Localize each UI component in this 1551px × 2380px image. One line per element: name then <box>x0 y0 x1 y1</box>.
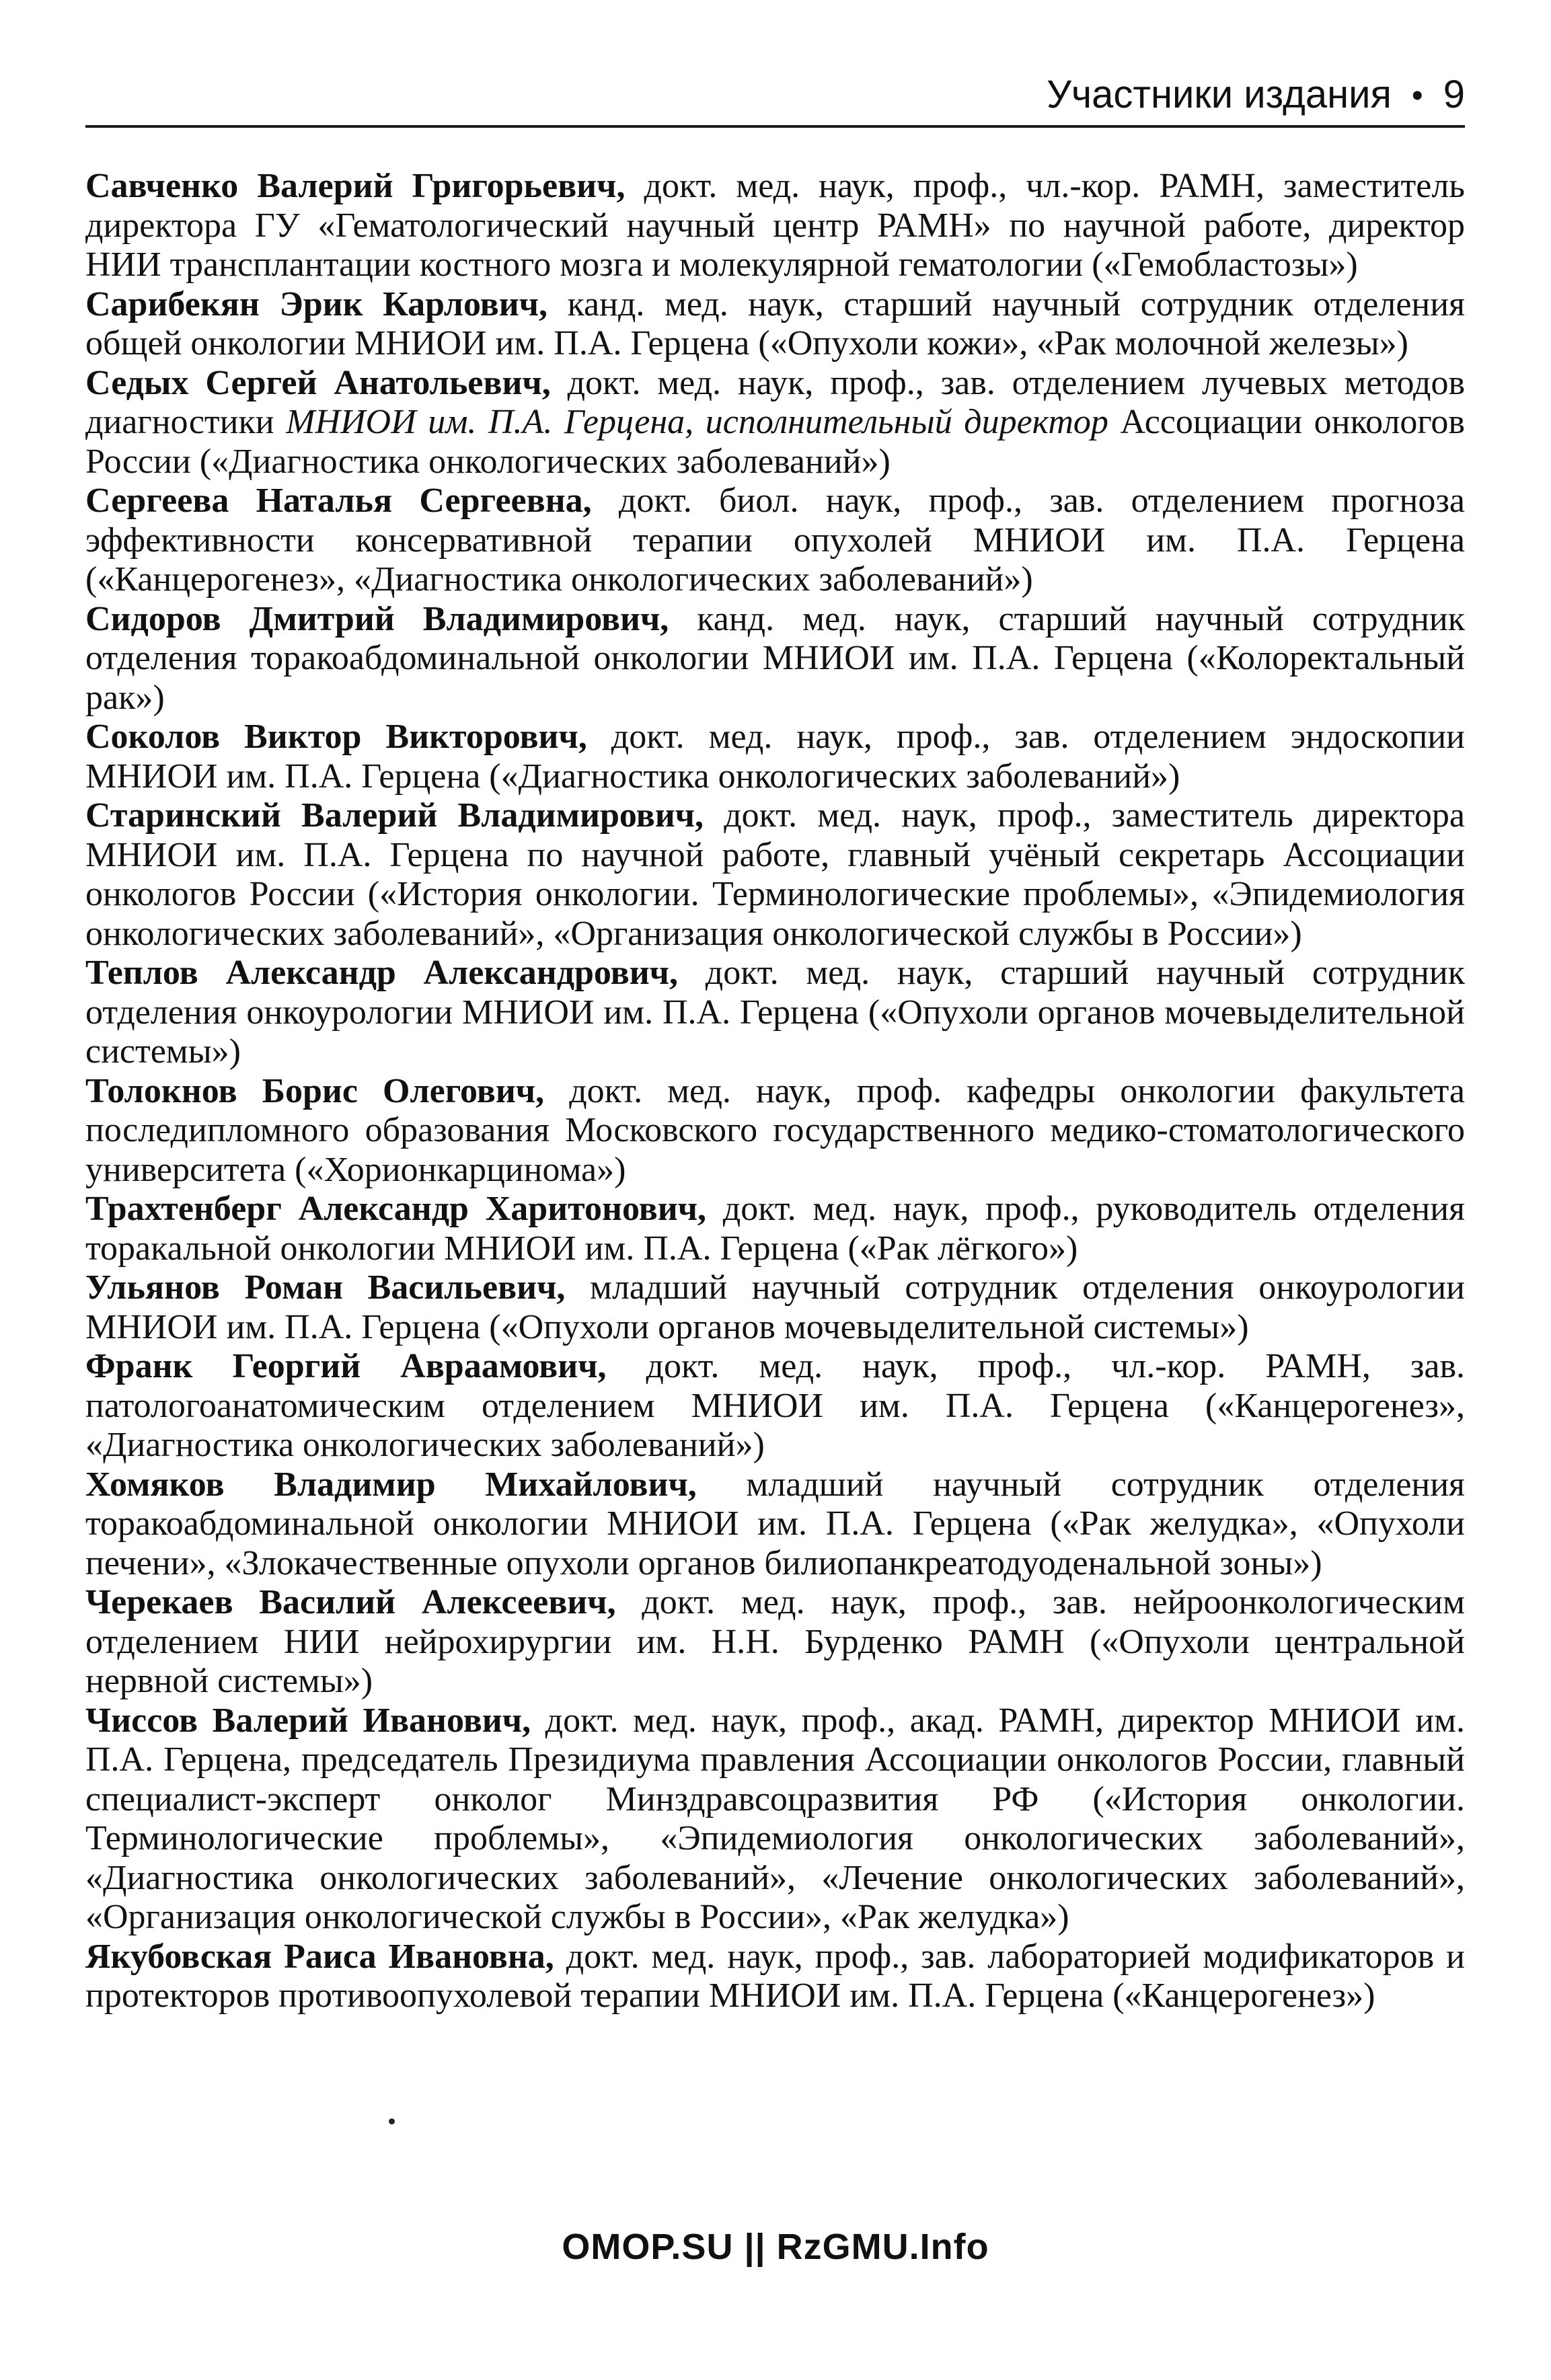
contributor-entry <box>85 796 1465 954</box>
contributor-details-italic: МНИОИ им. П.А. Герцена, исполнительный директор <box>286 403 1108 441</box>
contributor-entry <box>85 1937 1465 2016</box>
contributor-details: докт. мед. наук, проф., зав. нейроонкологическим отделением НИИ нейрохирургии им. Н.Н. Бурденко РАМН («Опухоли центральной нервной системы») <box>85 1583 1465 1700</box>
contributor-entry <box>85 600 1465 718</box>
contributor-name: Сидоров Дмитрий Владимирович, <box>85 599 669 638</box>
contributor-entry <box>85 1465 1465 1584</box>
contributor-entry <box>85 482 1465 600</box>
contributor-details: докт. мед. наук, проф., чл.-кор. РАМН, зав. патологоанатомическим отделением МНИОИ им. П.А. Герцена («Канцерогенез», «Диагностика онкологических заболеваний») <box>85 1347 1466 1464</box>
contributor-details: младший научный сотрудник отделения онкоурологии МНИОИ им. П.А. Герцена («Опухоли органов мочевыделительной системы») <box>85 1268 1465 1346</box>
page-number: 9 <box>1443 73 1465 116</box>
page-header <box>85 65 1465 128</box>
contributor-name: Сергеева Наталья Сергеевна, <box>85 482 592 520</box>
contributor-details-cont: Ассоциации онкологов России («Диагностика онкологических заболеваний») <box>85 403 1465 481</box>
print-speck <box>389 2118 395 2124</box>
contributor-details: канд. мед. наук, старший научный сотрудник отделения общей онкологии МНИОИ им. П.А. Герцена («Опухоли кожи», «Рак молочной железы») <box>85 284 1465 362</box>
contributor-entry <box>85 1583 1465 1701</box>
contributor-name: Черекаев Василий Алексеевич, <box>85 1583 616 1621</box>
contributor-entry <box>85 364 1465 482</box>
contributor-details: докт. мед. наук, проф., зав. отделением эндоскопии МНИОИ им. П.А. Герцена («Диагностика онкологических заболеваний») <box>85 718 1466 796</box>
contributors-list <box>85 167 1465 2016</box>
contributor-details: докт. мед. наук, проф., руководитель отделения торакальной онкологии МНИОИ им. П.А. Герцена («Рак лёгкого») <box>85 1190 1465 1268</box>
contributor-details: докт. мед. наук, проф., зав. лабораторией модификаторов и протекторов противоопухолевой терапии МНИОИ им. П.А. Герцена («Канцерогенез») <box>85 1937 1465 2015</box>
bullet-separator: • <box>1411 78 1423 114</box>
contributor-name: Соколов Виктор Викторович, <box>85 718 587 756</box>
contributor-details: докт. мед. наук, проф. кафедры онкологии факультета последипломного образования Московского государственного медико-стоматологического университета («Хорионкарцинома») <box>85 1071 1466 1189</box>
contributor-entry <box>85 285 1465 364</box>
contributor-name: Старинский Валерий Владимирович, <box>85 796 704 835</box>
contributor-details: младший научный сотрудник отделения торакоабдоминальной онкологии МНИОИ им. П.А. Герцена («Рак желудка», «Опухоли печени», «Злокачественные опухоли органов билиопанкреатодуоденальной зоны») <box>85 1465 1465 1582</box>
contributor-details: канд. мед. наук, старший научный сотрудник отделения торакоабдоминальной онкологии МНИОИ им. П.А. Герцена («Колоректальный рак») <box>85 599 1465 717</box>
contributor-entry <box>85 718 1465 796</box>
contributor-name: Седых Сергей Анатольевич, <box>85 363 551 402</box>
contributor-name: Трахтенберг Александр Харитонович, <box>85 1190 707 1228</box>
contributor-name: Франк Георгий Авраамович, <box>85 1347 607 1385</box>
contributor-name: Ульянов Роман Васильевич, <box>85 1268 566 1307</box>
contributor-entry <box>85 1347 1465 1465</box>
contributor-name: Савченко Валерий Григорьевич, <box>85 167 626 205</box>
contributor-entry <box>85 1701 1465 1937</box>
contributor-name: Сарибекян Эрик Карлович, <box>85 284 548 323</box>
footer-watermark: OMOP.SU || RzGMU.Info <box>562 2227 989 2267</box>
contributor-entry <box>85 1072 1465 1190</box>
contributor-details: докт. мед. наук, проф., заместитель директора МНИОИ им. П.А. Герцена по научной работе, главный учёный секретарь Ассоциации онкологов России («История онкологии. Терминологические проблемы», «Эпидемиология онкологических заболеваний», «Организация онкологической службы в России») <box>85 796 1465 953</box>
contributor-name: Хомяков Владимир Михайлович, <box>85 1465 697 1504</box>
contributor-details: докт. мед. наук, проф., зав. отделением лучевых методов диагностики <box>85 363 1465 441</box>
contributor-details: докт. биол. наук, проф., зав. отделением прогноза эффективности консервативной терапии опухолей МНИОИ им. П.А. Герцена («Канцерогенез», «Диагностика онкологических заболеваний») <box>85 482 1466 599</box>
contributor-name: Чиссов Валерий Иванович, <box>85 1701 531 1740</box>
contributor-name: Теплов Александр Александрович, <box>85 954 679 992</box>
contributor-details: докт. мед. наук, старший научный сотрудник отделения онкоурологии МНИОИ им. П.А. Герцена («Опухоли органов мочевыделительной системы») <box>85 954 1465 1071</box>
contributor-entry <box>85 1190 1465 1268</box>
contributor-name: Толокнов Борис Олегович, <box>85 1071 545 1110</box>
contributor-name: Якубовская Раиса Ивановна, <box>85 1937 554 1976</box>
contributor-entry <box>85 1268 1465 1347</box>
running-title: Участники издания <box>1047 73 1392 116</box>
contributor-entry <box>85 954 1465 1072</box>
contributor-details: докт. мед. наук, проф., акад. РАМН, директор МНИОИ им. П.А. Герцена, председатель Президиума правления Ассоциации онкологов России, главный специалист-эксперт онколог Минздравсоцразвития РФ («История онкологии. Терминологические проблемы», «Эпидемиология онкологических заболеваний», «Диагностика онкологических заболеваний», «Лечение онкологических заболеваний», «Организация онкологической службы в России», «Рак желудка») <box>85 1701 1466 1936</box>
contributor-entry <box>85 167 1465 285</box>
contributor-details: докт. мед. наук, проф., чл.-кор. РАМН, заместитель директора ГУ «Гематологический научный центр РАМН» по научной работе, директор НИИ трансплантации костного мозга и молекулярной гематологии («Гемобластозы») <box>85 167 1465 284</box>
